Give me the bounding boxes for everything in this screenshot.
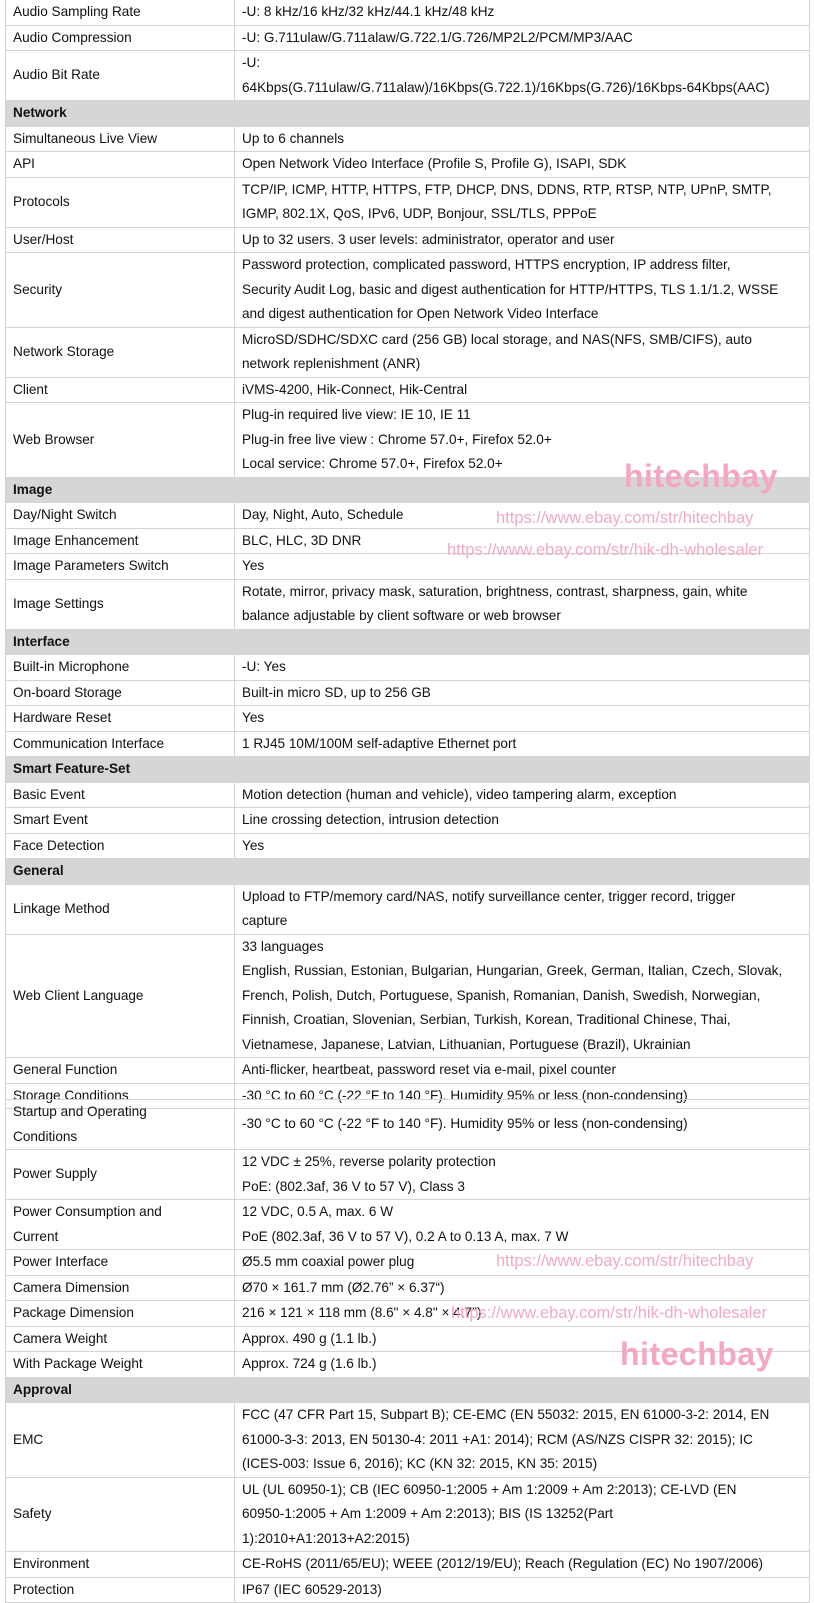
spec-value	[235, 51, 810, 101]
spec-value	[235, 25, 810, 51]
watermark-url-store: https://www.ebay.com/str/hitechbay	[496, 1252, 754, 1270]
spec-row-web-browser	[6, 403, 810, 478]
spec-row-protection	[6, 1577, 810, 1603]
spec-label: Audio Compression	[6, 25, 235, 51]
spec-value	[235, 579, 810, 629]
spec-value-line: MicroSD/SDHC/SDXC card (256 GB) local storage, and NAS(NFS, SMB/CIFS), auto	[242, 331, 752, 347]
spec-label: Web Browser	[6, 403, 235, 478]
spec-value	[235, 0, 810, 25]
spec-label: Protection	[6, 1577, 235, 1603]
spec-value-line: Yes	[242, 710, 265, 725]
spec-value-line: -U: G.711ulaw/G.711alaw/G.722.1/G.726/MP2L2/PCM/MP3/AAC	[242, 29, 633, 45]
watermark-url-wholesaler: https://www.ebay.com/str/hik-dh-wholesaler	[451, 1304, 768, 1322]
spec-value	[235, 503, 810, 529]
spec-value	[235, 177, 810, 227]
spec-value	[235, 680, 810, 706]
spec-value-line: 216 × 121 × 118 mm (8.6" × 4.8" × 4.7")	[242, 1305, 482, 1320]
spec-row-communication-interface	[6, 731, 810, 757]
spec-value-line: -30 °C to 60 °C (-22 °F to 140 °F). Humidity 95% or less (non-condensing)	[242, 1116, 688, 1132]
spec-value	[235, 782, 810, 808]
spec-row-startup-and-operating-conditions	[6, 1100, 810, 1150]
spec-value	[235, 126, 810, 152]
spec-value-line: 12 VDC ± 25%, reverse polarity protection	[242, 1154, 496, 1169]
section-header-network	[6, 101, 810, 127]
spec-label: Power Supply	[6, 1150, 235, 1200]
spec-label: Communication Interface	[6, 731, 235, 757]
spec-row-image-settings	[6, 579, 810, 629]
spec-value-line: BLC, HLC, 3D DNR	[242, 532, 362, 548]
spec-value-line: -U:	[242, 55, 261, 70]
spec-value-line: and digest authentication for Open Network Video Interface	[242, 306, 599, 321]
section-header-interface	[6, 629, 810, 655]
spec-value-line: French, Polish, Dutch, Portuguese, Spanish, Romanian, Danish, Swedish, Norwegian,	[242, 987, 761, 1003]
watermark-url-wholesaler: https://www.ebay.com/str/hik-dh-wholesaler	[447, 541, 764, 559]
spec-row-hardware-reset	[6, 706, 810, 732]
spec-row-user-host	[6, 227, 810, 253]
spec-row-on-board-storage	[6, 680, 810, 706]
section-title: Image	[6, 477, 810, 503]
spec-label: Day/Night Switch	[6, 503, 235, 529]
spec-label: Web Client Language	[6, 934, 235, 1058]
spec-label: Security	[6, 253, 235, 328]
spec-value-line: PoE: (802.3af, 36 V to 57 V), Class 3	[242, 1178, 465, 1194]
spec-value	[235, 327, 810, 377]
spec-row-day-night-switch	[6, 503, 810, 529]
spec-row-face-detection	[6, 833, 810, 859]
spec-row-power-interface	[6, 1250, 810, 1276]
section-title: Interface	[6, 629, 810, 655]
spec-value-line: 60950-1:2005 + Am 1:2009 + Am 2:2013); BIS (IS 13252(Part	[242, 1506, 614, 1521]
spec-value-line: 64Kbps(G.711ulaw/G.711alaw)/16Kbps(G.722.1)/16Kbps(G.726)/16Kbps-64Kbps(AAC)	[242, 79, 770, 95]
spec-label: Audio Sampling Rate	[6, 0, 235, 25]
spec-label: Client	[6, 377, 235, 403]
spec-label: Protocols	[6, 177, 235, 227]
spec-row-image-enhancement	[6, 528, 810, 554]
section-title: General	[6, 859, 810, 885]
spec-row-package-dimension	[6, 1301, 810, 1327]
spec-value	[235, 1200, 810, 1250]
spec-label: Smart Event	[6, 808, 235, 834]
spec-value-line: Security Audit Log, basic and digest authentication for HTTP/HTTPS, TLS 1.1/1.2, WSSE	[242, 281, 779, 297]
spec-value-line: -30 °C to 60 °C (-22 °F to 140 °F). Humidity 95% or less (non-condensing)	[242, 1087, 688, 1103]
section-header-approval	[6, 1377, 810, 1403]
section-title: Network	[6, 101, 810, 127]
spec-value-line: capture	[242, 913, 288, 928]
spec-label	[6, 1200, 235, 1250]
spec-value	[235, 655, 810, 681]
spec-value-line: Up to 32 users. 3 user levels: administrator, operator and user	[242, 231, 615, 247]
spec-label: General Function	[6, 1058, 235, 1084]
spec-value-line: Vietnamese, Japanese, Latvian, Lithuanian, Portuguese (Brazil), Ukrainian	[242, 1036, 691, 1052]
spec-row-smart-event	[6, 808, 810, 834]
spec-value-line: Plug-in required live view: IE 10, IE 11	[242, 407, 471, 422]
spec-value-line: English, Russian, Estonian, Bulgarian, Hungarian, Greek, German, Italian, Czech, Slovak,	[242, 963, 783, 978]
section-title: Smart Feature-Set	[6, 757, 810, 783]
section-header-smart-feature-set	[6, 757, 810, 783]
spec-row-simultaneous-live-view	[6, 126, 810, 152]
spec-row-camera-weight	[6, 1326, 810, 1352]
spec-value-line: Line crossing detection, intrusion detection	[242, 812, 499, 827]
spec-value-line: 1):2010+A1:2013+A2:2015)	[242, 1530, 410, 1546]
spec-value	[235, 833, 810, 859]
spec-table-main	[5, 0, 810, 1109]
section-header-general	[6, 859, 810, 885]
spec-label-line: Power Consumption and	[13, 1204, 162, 1219]
spec-value	[235, 227, 810, 253]
spec-label: Environment	[6, 1552, 235, 1578]
spec-table-physical	[5, 1099, 810, 1603]
spec-label-line: Startup and Operating	[13, 1104, 147, 1119]
spec-value-line: FCC (47 CFR Part 15, Subpart B); CE-EMC (EN 55032: 2015, EN 61000-3-2: 2014, EN	[242, 1407, 770, 1422]
spec-value	[235, 706, 810, 732]
spec-value	[235, 528, 810, 554]
spec-value-line: Yes	[242, 837, 265, 853]
spec-value	[235, 1100, 810, 1150]
spec-label: Storage Conditions	[6, 1083, 235, 1109]
spec-row-audio-bit-rate	[6, 51, 810, 101]
spec-row-api	[6, 152, 810, 178]
section-header-image	[6, 477, 810, 503]
spec-label: Camera Weight	[6, 1326, 235, 1352]
spec-value	[235, 731, 810, 757]
spec-value-line: Upload to FTP/memory card/NAS, notify surveillance center, trigger record, trigger	[242, 888, 736, 904]
spec-value-line: (ICES-003: Issue 6, 2016); KC (KN 32: 2015, KN 35: 2015)	[242, 1456, 598, 1471]
spec-row-audio-sampling-rate	[6, 0, 810, 25]
spec-value	[235, 1058, 810, 1084]
spec-value-line: Anti-flicker, heartbeat, password reset via e-mail, pixel counter	[242, 1062, 616, 1077]
spec-label	[6, 1100, 235, 1150]
spec-value	[235, 1577, 810, 1603]
spec-row-general-function	[6, 1058, 810, 1084]
spec-value-line: Open Network Video Interface (Profile S, Profile G), ISAPI, SDK	[242, 156, 627, 171]
watermark-brand: hitechbay	[624, 458, 778, 494]
spec-row-environment	[6, 1552, 810, 1578]
spec-value-line: PoE (802.3af, 36 V to 57 V), 0.2 A to 0.13 A, max. 7 W	[242, 1228, 569, 1244]
watermark-url-store: https://www.ebay.com/str/hitechbay	[496, 509, 754, 527]
spec-value-line: Finnish, Croatian, Slovenian, Serbian, Turkish, Korean, Traditional Chinese, Thai,	[242, 1012, 731, 1027]
spec-row-safety	[6, 1477, 810, 1552]
spec-value-line: -U: Yes	[242, 659, 286, 674]
spec-row-power-supply	[6, 1150, 810, 1200]
spec-label: Image Parameters Switch	[6, 554, 235, 580]
spec-value-line: Local service: Chrome 57.0+, Firefox 52.0+	[242, 456, 503, 471]
spec-row-linkage-method	[6, 884, 810, 934]
spec-value-line: Password protection, complicated password, HTTPS encryption, IP address filter,	[242, 257, 731, 272]
spec-value-line: Yes	[242, 558, 265, 573]
spec-row-client	[6, 377, 810, 403]
spec-row-basic-event	[6, 782, 810, 808]
spec-row-emc	[6, 1403, 810, 1478]
spec-row-web-client-language	[6, 934, 810, 1058]
spec-value-line: IGMP, 802.1X, QoS, IPv6, UDP, Bonjour, SSL/TLS, PPPoE	[242, 206, 597, 221]
spec-value-line: TCP/IP, ICMP, HTTP, HTTPS, FTP, DHCP, DNS, DDNS, RTP, RTSP, NTP, UPnP, SMTP,	[242, 181, 772, 197]
spec-value	[235, 1352, 810, 1378]
spec-label: EMC	[6, 1403, 235, 1478]
section-title: Approval	[6, 1377, 810, 1403]
spec-label: Built-in Microphone	[6, 655, 235, 681]
spec-label: Camera Dimension	[6, 1275, 235, 1301]
spec-row-network-storage	[6, 327, 810, 377]
spec-value-line: balance adjustable by client software or web browser	[242, 608, 561, 623]
spec-label: Simultaneous Live View	[6, 126, 235, 152]
spec-value	[235, 1477, 810, 1552]
spec-label: User/Host	[6, 227, 235, 253]
spec-value	[235, 1150, 810, 1200]
spec-label: Image Settings	[6, 579, 235, 629]
spec-row-security	[6, 253, 810, 328]
spec-value	[235, 253, 810, 328]
spec-label: Package Dimension	[6, 1301, 235, 1327]
spec-value	[235, 1275, 810, 1301]
spec-value-line: CE-RoHS (2011/65/EU); WEEE (2012/19/EU); Reach (Regulation (EC) No 1907/2006)	[242, 1556, 764, 1571]
spec-value-line: Plug-in free live view : Chrome 57.0+, Firefox 52.0+	[242, 431, 552, 447]
spec-value-line: Ø70 × 161.7 mm (Ø2.76” × 6.37“)	[242, 1279, 445, 1295]
spec-value	[235, 377, 810, 403]
spec-value	[235, 1250, 810, 1276]
spec-row-camera-dimension	[6, 1275, 810, 1301]
spec-value-line: iVMS-4200, Hik-Connect, Hik-Central	[242, 381, 468, 397]
spec-value-line: Motion detection (human and vehicle), video tampering alarm, exception	[242, 786, 677, 802]
spec-value-line: network replenishment (ANR)	[242, 356, 421, 371]
spec-value-line: UL (UL 60950-1); CB (IEC 60950-1:2005 + Am 1:2009 + Am 2:2013); CE-LVD (EN	[242, 1481, 737, 1497]
spec-row-built-in-microphone	[6, 655, 810, 681]
spec-value	[235, 152, 810, 178]
spec-value	[235, 1301, 810, 1327]
spec-label: Image Enhancement	[6, 528, 235, 554]
spec-label: API	[6, 152, 235, 178]
spec-value	[235, 1552, 810, 1578]
spec-label: Safety	[6, 1477, 235, 1552]
spec-label: Audio Bit Rate	[6, 51, 235, 101]
spec-label: With Package Weight	[6, 1352, 235, 1378]
spec-value-line: 33 languages	[242, 938, 324, 954]
spec-label-line: Conditions	[13, 1128, 78, 1144]
spec-label: On-board Storage	[6, 680, 235, 706]
spec-value	[235, 884, 810, 934]
spec-row-with-package-weight	[6, 1352, 810, 1378]
spec-label: Linkage Method	[6, 884, 235, 934]
spec-row-image-parameters-switch	[6, 554, 810, 580]
spec-value	[235, 808, 810, 834]
spec-value-line: 12 VDC, 0.5 A, max. 6 W	[242, 1204, 394, 1219]
spec-label: Hardware Reset	[6, 706, 235, 732]
spec-label: Basic Event	[6, 782, 235, 808]
spec-label: Power Interface	[6, 1250, 235, 1276]
watermark-brand: hitechbay	[620, 1336, 774, 1372]
spec-row-protocols	[6, 177, 810, 227]
spec-value-line: Up to 6 channels	[242, 130, 345, 146]
spec-value-line: Day, Night, Auto, Schedule	[242, 507, 404, 522]
spec-value-line: Rotate, mirror, privacy mask, saturation, brightness, contrast, sharpness, gain, white	[242, 583, 748, 599]
spec-row-power-consumption-and-current	[6, 1200, 810, 1250]
spec-label-line: Current	[13, 1228, 59, 1244]
spec-value-line: -U: 8 kHz/16 kHz/32 kHz/44.1 kHz/48 kHz	[242, 4, 495, 19]
spec-row-audio-compression	[6, 25, 810, 51]
spec-value-line: Approx. 490 g (1.1 lb.)	[242, 1330, 377, 1346]
spec-value	[235, 934, 810, 1058]
spec-value	[235, 1326, 810, 1352]
spec-value-line: 1 RJ45 10M/100M self-adaptive Ethernet port	[242, 735, 517, 751]
spec-label: Network Storage	[6, 327, 235, 377]
spec-value-line: 61000-3-3: 2013, EN 50130-4: 2011 +A1: 2014); RCM (AS/NZS CISPR 32: 2015); IC	[242, 1431, 753, 1447]
spec-label: Face Detection	[6, 833, 235, 859]
spec-value-line: Built-in micro SD, up to 256 GB	[242, 684, 431, 700]
spec-value	[235, 403, 810, 478]
spec-value	[235, 554, 810, 580]
spec-value-line: IP67 (IEC 60529-2013)	[242, 1581, 382, 1597]
spec-value-line: Approx. 724 g (1.6 lb.)	[242, 1356, 377, 1371]
spec-value	[235, 1403, 810, 1478]
spec-value-line: Ø5.5 mm coaxial power plug	[242, 1254, 415, 1269]
